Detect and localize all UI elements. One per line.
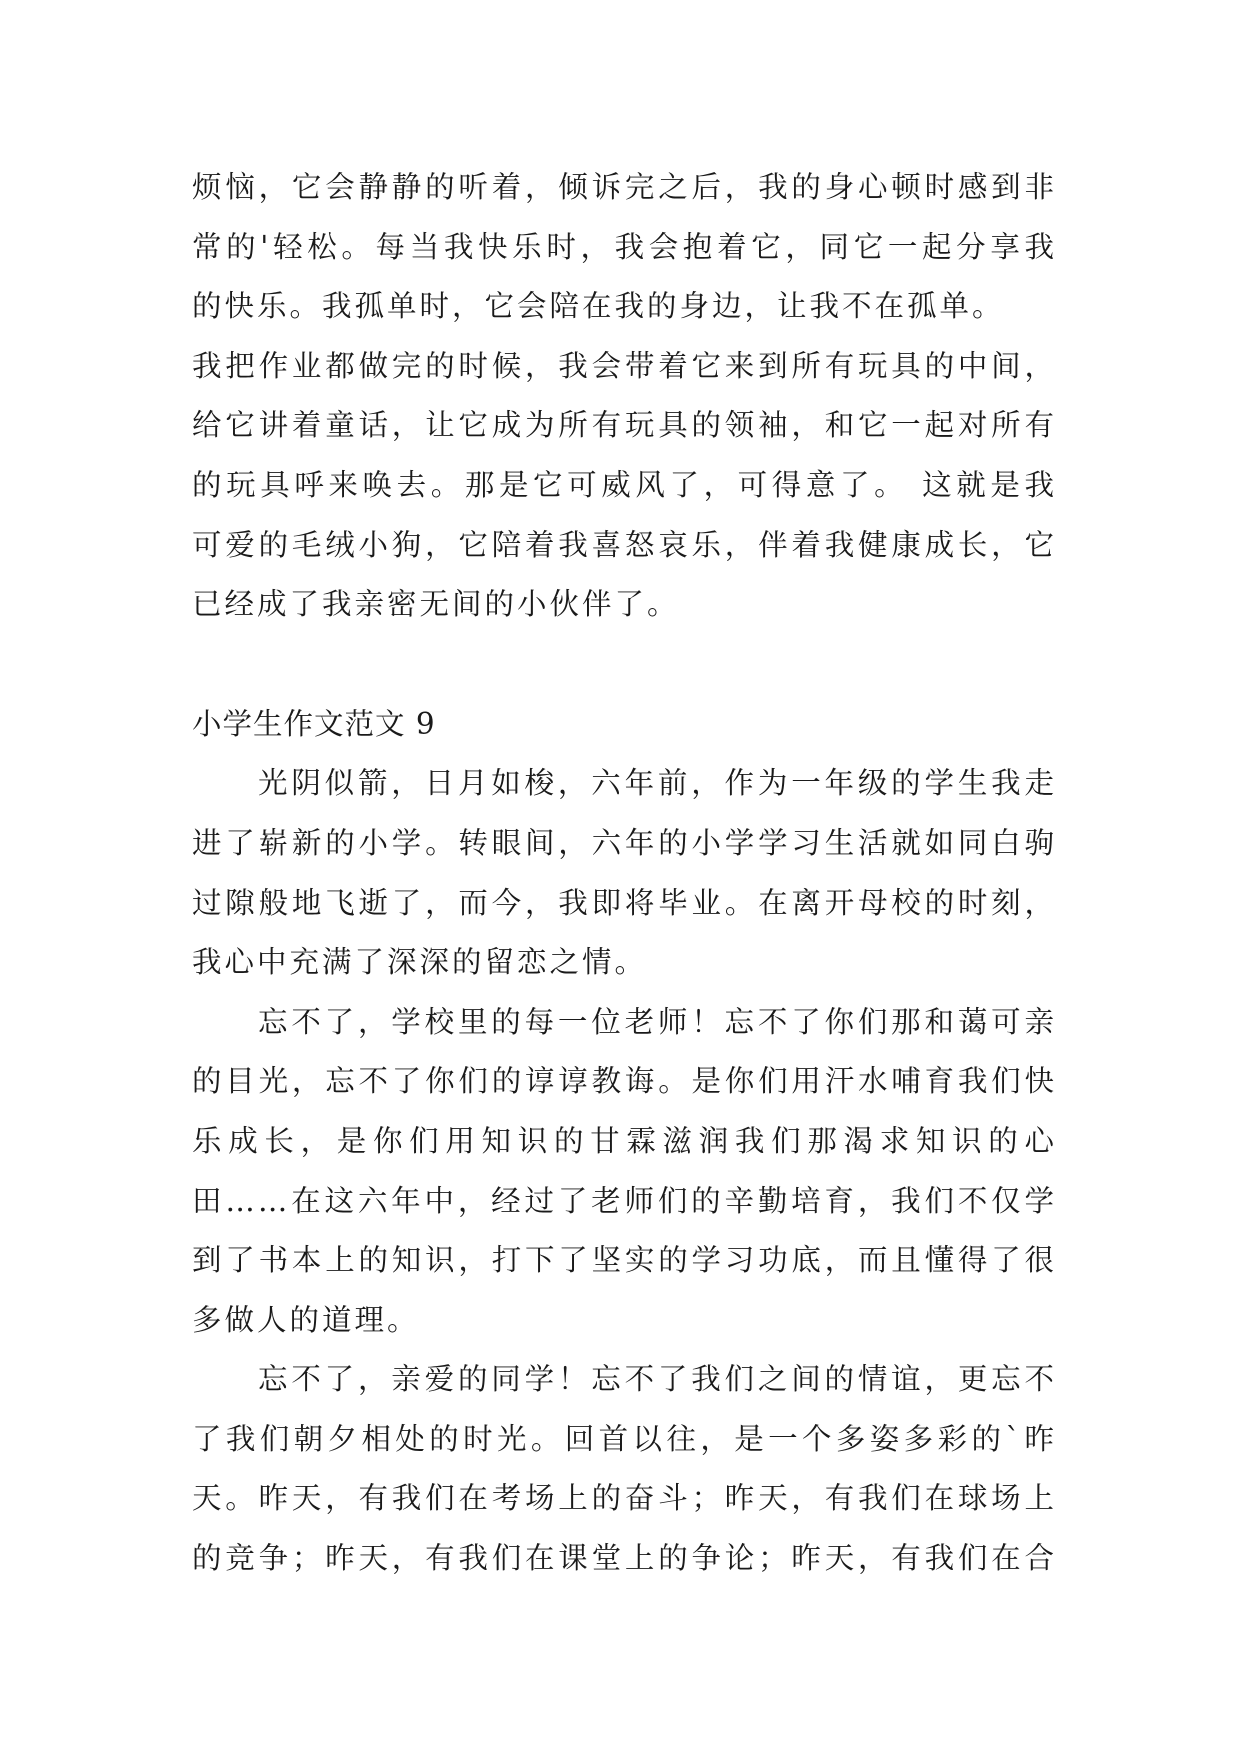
text-line: 忘不了，学校里的每一位老师！忘不了你们那和蔼可亲 xyxy=(258,1004,1057,1039)
text-line: 常的'轻松。每当我快乐时，我会抱着它，同它一起分享我 xyxy=(192,229,1057,264)
text-line: 的竞争；昨天，有我们在课堂上的争论；昨天，有我们在合 xyxy=(192,1541,1057,1576)
text-line: 我把作业都做完的时候，我会带着它来到所有玩具的中间， xyxy=(192,348,1057,383)
paragraph-3 xyxy=(192,1350,1057,1588)
text-line: 我心中充满了深深的留恋之情。 xyxy=(192,945,648,980)
text-line: 给它讲着童话，让它成为所有玩具的领袖，和它一起对所有 xyxy=(192,408,1057,443)
text-line: 田……在这六年中，经过了老师们的辛勤培育，我们不仅学 xyxy=(192,1183,1057,1218)
text-line: 进了崭新的小学。转眼间，六年的小学学习生活就如同白驹 xyxy=(192,825,1057,860)
text-line: 的玩具呼来唤去。那是它可威风了，可得意了。 这就是我 xyxy=(192,467,1057,502)
text-line: 了我们朝夕相处的时光。回首以往，是一个多姿多彩的`昨 xyxy=(192,1421,1057,1456)
paragraph-1 xyxy=(192,754,1057,992)
text-line: 的快乐。我孤单时，它会陪在我的身边，让我不在孤单。 xyxy=(192,289,1005,324)
text-line: 过隙般地飞逝了，而今，我即将毕业。在离开母校的时刻， xyxy=(192,885,1057,920)
essay-8-ending xyxy=(192,158,1057,635)
text-line: 忘不了，亲爱的同学！忘不了我们之间的情谊，更忘不 xyxy=(258,1362,1057,1397)
text-line: 光阴似箭，日月如梭，六年前，作为一年级的学生我走 xyxy=(258,766,1057,801)
text-line: 已经成了我亲密无间的小伙伴了。 xyxy=(192,587,680,622)
text-line: 可爱的毛绒小狗，它陪着我喜怒哀乐，伴着我健康成长，它 xyxy=(192,527,1057,562)
text-line: 的目光，忘不了你们的谆谆教诲。是你们用汗水哺育我们快 xyxy=(192,1064,1057,1099)
text-line: 天。昨天，有我们在考场上的奋斗；昨天，有我们在球场上 xyxy=(192,1481,1057,1516)
text-line: 多做人的道理。 xyxy=(192,1302,420,1337)
essay-heading: 小学生作文范文 9 xyxy=(192,706,436,741)
paragraph-2 xyxy=(192,993,1057,1351)
section-gap xyxy=(192,635,1057,695)
document-body xyxy=(192,158,1057,1589)
text-line: 乐成长，是你们用知识的甘霖滋润我们那渴求知识的心 xyxy=(192,1123,1057,1158)
text-line: 烦恼，它会静静的听着，倾诉完之后，我的身心顿时感到非 xyxy=(192,170,1057,204)
text-line: 到了书本上的知识，打下了坚实的学习功底，而且懂得了很 xyxy=(192,1243,1057,1278)
